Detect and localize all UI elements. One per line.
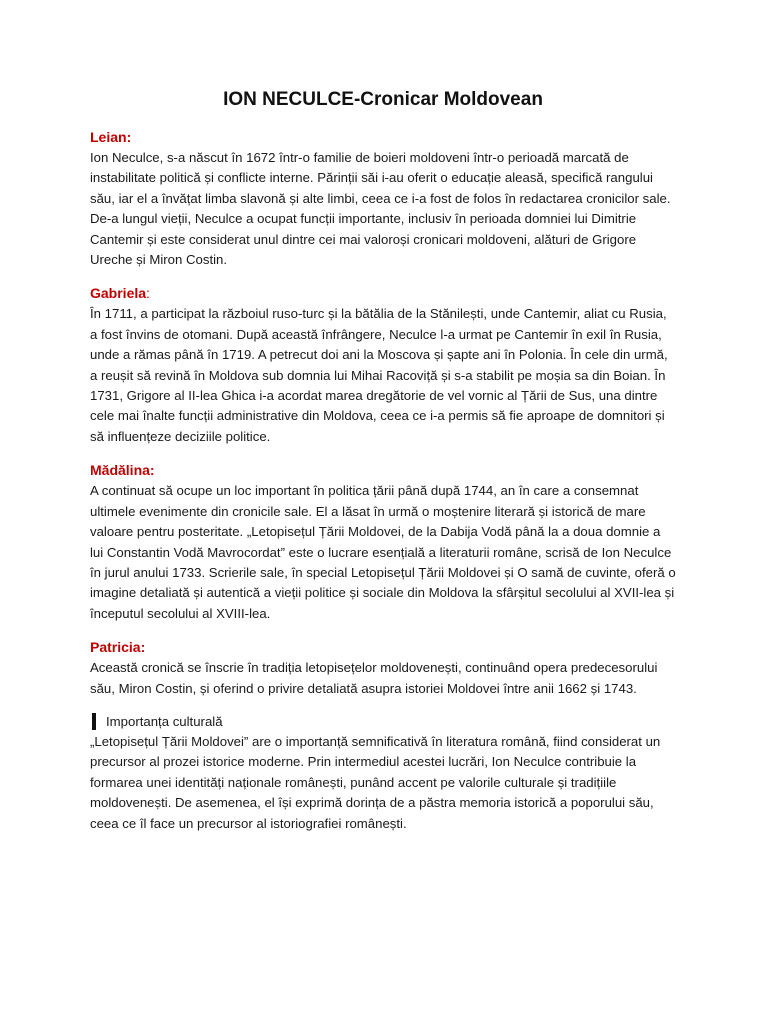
section-paragraph: Această cronică se înscrie în tradiția letopisețelor moldovenești, continuând opera predecesorului său, Miron Costin, și oferind o privire detaliată asupra istoriei Moldovei între anii 1662 și 1743. xyxy=(90,660,658,696)
section-leian xyxy=(90,128,676,270)
speaker-colon: : xyxy=(149,462,155,479)
speaker-name xyxy=(90,284,676,302)
speaker-name xyxy=(90,638,676,656)
speaker-colon: : xyxy=(140,639,146,656)
speaker-label: Mădălina xyxy=(90,462,150,479)
section-paragraph: A continuat să ocupe un loc important în politica țării până după 1744, an în care a consemnat ultimele evenimente din cronicile sale. El a lăsat în urmă o moștenire literară și istorică de mare valoare pentru posteritate. „Letopisețul Țării Moldovei, de la Dabija Vodă până la a doua domnie a lui Constantin Vodă Mavrocordat” este o lucrare esențială a literaturii române, scrisă de Ion Neculce în jurul anului 1733. Scrierile sale, în special Letopisețul Țării Moldovei și O samă de cuvinte, oferă o imagine detaliată și autentică a vieții politice și sociale din Moldova la sfârșitul secolului al XVII-lea și începutul secolului al XVIII-lea. xyxy=(90,483,676,621)
speaker-name xyxy=(90,128,676,146)
vertical-bar-icon xyxy=(92,713,96,730)
section-madalina xyxy=(90,461,676,624)
page-title: ION NECULCE-Cronicar Moldovean xyxy=(223,89,543,110)
speaker-label: Patricia xyxy=(90,639,141,656)
subheading-label: Importanța culturală xyxy=(106,713,223,729)
section-patricia xyxy=(90,638,676,699)
section-gabriela xyxy=(90,284,676,447)
speaker-label: Leian xyxy=(90,129,127,145)
speaker-label: Gabriela xyxy=(90,285,147,302)
closing-paragraph: „Letopisețul Țării Moldovei” are o importanță semnificativă în literatura română, fiind considerat un precursor al prozei istorice moderne. Prin intermediul acestei lucrări, Ion Neculce contribuie la formarea unei identități naționale românești, punând accent pe valorile culturale și tradițiile moldovenești. De asemenea, el își exprimă dorința de a păstra memoria istorică a poporului său, ceea ce îl face un precursor al istoriografiei românești. xyxy=(90,733,661,831)
section-paragraph: Ion Neculce, s-a născut în 1672 într-o familie de boieri moldoveni într-o perioadă marcată de instabilitate politică și conflicte interne. Părinții săi i-au oferit o educație aleasă, specifică rangului său, iar el a învățat limba slavonă și alte limbi, ceea ce i-a fost de folos în redactarea cronicilor sale. De-a lungul vieții, Neculce a ocupat funcții importante, inclusiv în perioada domniei lui Dimitrie Cantemir și este considerat unul dintre cei mai valoroși cronicari moldoveni, alături de Grigore Ureche și Miron Costin. xyxy=(90,150,671,268)
section-paragraph: În 1711, a participat la războiul ruso-turc și la bătălia de la Stănilești, unde Cantemir, aliat cu Rusia, a fost învins de otomani. După această înfrângere, Neculce l-a urmat pe Cantemir în exil în Rusia, unde a rămas până în 1719. A petrecut doi ani la Moscova și șapte ani în Polonia. În cele din urmă, a reușit să revină în Moldova sub domnia lui Mihai Racoviță și s-a stabilit pe moșia sa din Boian. În 1731, Grigore al II-lea Ghica i-a acordat marea dregătorie de vel vornic al Țării de Sus, una dintre cele mai înalte funcții administrative din Moldova, ceea ce i-a permis să fie aproape de domnitori și să influențeze deciziile politice. xyxy=(90,306,668,444)
speaker-colon: : xyxy=(146,285,150,302)
subheading xyxy=(90,713,676,731)
speaker-name xyxy=(90,461,676,479)
speaker-colon: : xyxy=(126,129,132,145)
